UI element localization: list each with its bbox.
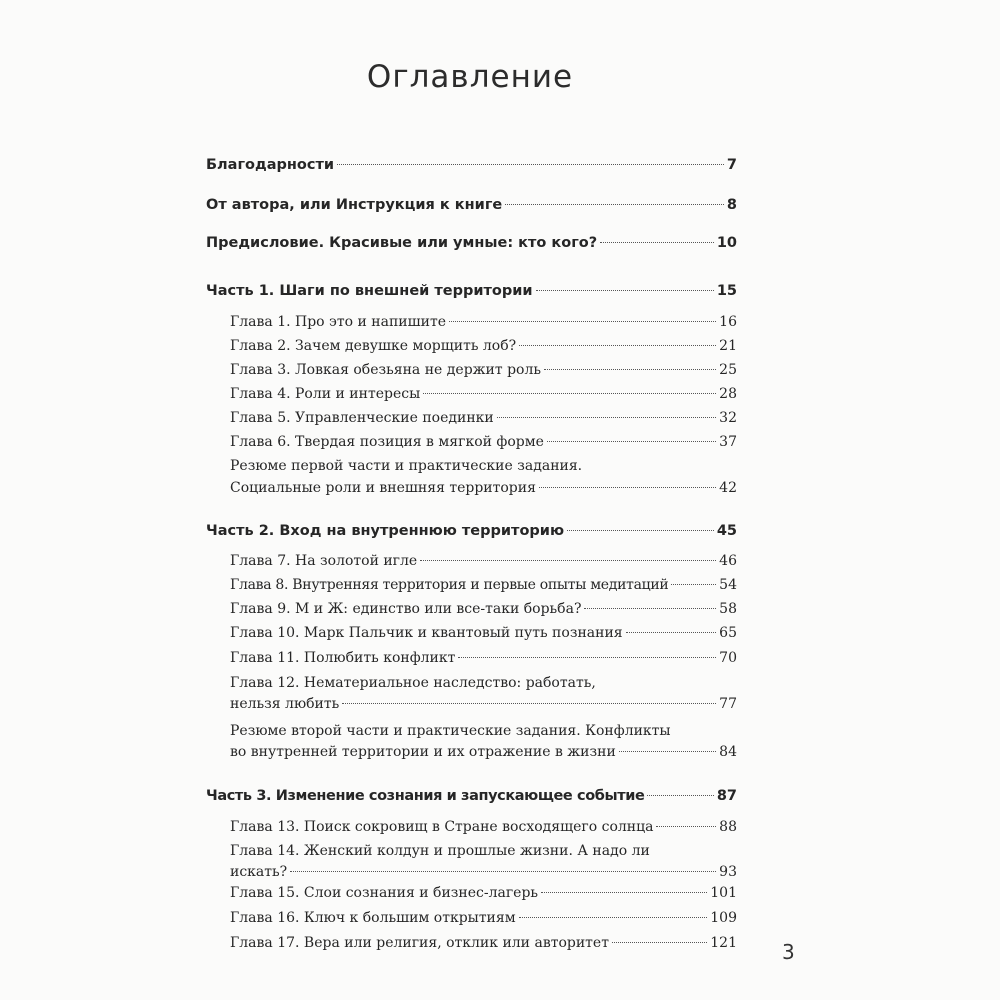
toc-entry-title: От автора, или Инструкция к книге xyxy=(206,197,503,213)
toc-entry-page: 121 xyxy=(710,935,737,951)
toc-entry-title: Глава 5. Управленческие поединки xyxy=(230,410,494,426)
leader-dots xyxy=(656,826,716,827)
toc-entry-page: 88 xyxy=(719,819,737,835)
leader-dots xyxy=(612,942,707,943)
toc-entry-page: 77 xyxy=(719,696,737,712)
leader-dots xyxy=(423,393,716,394)
toc-entry-title: Глава 13. Поиск сокровищ в Стране восходящего солнца xyxy=(230,819,654,835)
toc-entry-title-line-1: Глава 12. Нематериальное наследство: работать, xyxy=(230,675,596,691)
toc-entry-title: Глава 3. Ловкая обезьяна не держит роль xyxy=(230,362,541,378)
toc-entry-chapter-13[interactable] xyxy=(206,819,737,835)
toc-entry-chapter-4[interactable] xyxy=(206,386,737,402)
toc-entry-page: 45 xyxy=(716,523,737,539)
leader-dots xyxy=(497,417,716,418)
leader-dots xyxy=(337,164,724,165)
toc-entry-part-1[interactable] xyxy=(206,283,737,299)
toc-entry-chapter-8[interactable] xyxy=(206,577,737,593)
toc-entry-chapter-5[interactable] xyxy=(206,410,737,426)
toc-entry-summary-part-1[interactable] xyxy=(206,458,737,496)
toc-entry-title: нельзя любить xyxy=(230,696,340,712)
toc-entry-title: Глава 4. Роли и интересы xyxy=(230,386,421,402)
leader-dots xyxy=(458,657,716,658)
leader-dots xyxy=(544,369,716,370)
toc-entry-page: 15 xyxy=(716,283,737,299)
toc-entry-chapter-14[interactable] xyxy=(206,843,737,880)
toc-entry-page: 21 xyxy=(719,338,737,354)
toc-entry-page: 16 xyxy=(719,314,737,330)
leader-dots xyxy=(671,584,716,585)
toc-entry-title: Часть 2. Вход на внутреннюю территорию xyxy=(206,523,565,539)
leader-dots xyxy=(420,560,716,561)
toc-entry-title: Благодарности xyxy=(206,157,335,173)
toc-entry-chapter-7[interactable] xyxy=(206,553,737,569)
toc-entry-page: 37 xyxy=(719,434,737,450)
toc-entry-title: Глава 16. Ключ к большим открытиям xyxy=(230,910,516,926)
toc-entry-page: 70 xyxy=(719,650,737,666)
toc-entry-page: 58 xyxy=(719,601,737,617)
toc-entry-page: 93 xyxy=(719,864,737,880)
toc-entry-chapter-9[interactable] xyxy=(206,601,737,617)
leader-dots xyxy=(505,204,724,205)
toc-entry-title-line-1: Резюме второй части и практические задания. Конфликты xyxy=(230,723,671,739)
leader-dots xyxy=(619,751,716,752)
leader-dots xyxy=(449,321,716,322)
toc-entry-chapter-3[interactable] xyxy=(206,362,737,378)
leader-dots xyxy=(584,608,716,609)
toc-entry-title: Глава 17. Вера или религия, отклик или авторитет xyxy=(230,935,609,951)
toc-entry-title: Глава 11. Полюбить конфликт xyxy=(230,650,456,666)
leader-dots xyxy=(536,290,714,291)
leader-dots xyxy=(626,632,717,633)
toc-entry-page: 101 xyxy=(710,885,737,901)
toc-entry-page: 109 xyxy=(710,910,737,926)
toc-entry-part-2[interactable] xyxy=(206,523,737,539)
toc-entry-title: Глава 2. Зачем девушке морщить лоб? xyxy=(230,338,517,354)
toc-entry-preface[interactable] xyxy=(206,235,737,251)
toc-entry-acknowledgements[interactable] xyxy=(206,157,737,173)
toc-entry-title: Глава 15. Слои сознания и бизнес-лагерь xyxy=(230,885,539,901)
toc-entry-title: искать? xyxy=(230,864,288,880)
toc-entry-page: 87 xyxy=(716,788,737,804)
toc-entry-summary-part-2[interactable] xyxy=(206,723,737,760)
leader-dots xyxy=(600,242,714,243)
toc-entry-title: Глава 8. Внутренняя территория и первые опыты медитаций xyxy=(230,577,669,593)
leader-dots xyxy=(547,441,716,442)
toc-entry-page: 42 xyxy=(719,480,737,496)
toc-entry-title: Глава 7. На золотой игле xyxy=(230,553,418,569)
leader-dots xyxy=(541,892,707,893)
toc-entry-page: 7 xyxy=(726,157,737,173)
toc-entry-title: во внутренней территории и их отражение в жизни xyxy=(230,744,616,760)
leader-dots xyxy=(519,917,708,918)
toc-entry-title: Глава 10. Марк Пальчик и квантовый путь познания xyxy=(230,625,623,641)
toc-entry-title: Предисловие. Красивые или умные: кто кого? xyxy=(206,235,598,251)
leader-dots xyxy=(519,345,716,346)
toc-entry-title: Социальные роли и внешняя территория xyxy=(230,480,536,496)
leader-dots xyxy=(647,795,713,796)
toc-entry-page: 28 xyxy=(719,386,737,402)
toc-entry-page: 84 xyxy=(719,744,737,760)
toc-entry-title: Глава 6. Твердая позиция в мягкой форме xyxy=(230,434,544,450)
toc-entry-page: 32 xyxy=(719,410,737,426)
toc-entry-title-line-1: Резюме первой части и практические задания. xyxy=(230,458,583,474)
leader-dots xyxy=(342,703,716,704)
toc-entry-part-3[interactable] xyxy=(206,788,737,804)
leader-dots xyxy=(567,530,714,531)
toc-entry-page: 65 xyxy=(719,625,737,641)
toc-entry-from-author[interactable] xyxy=(206,197,737,213)
toc-entry-chapter-2[interactable] xyxy=(206,338,737,354)
leader-dots xyxy=(539,487,716,488)
toc-entry-chapter-12[interactable] xyxy=(206,675,737,712)
toc-entry-page: 10 xyxy=(716,235,737,251)
toc-entry-chapter-11[interactable] xyxy=(206,650,737,666)
toc-entry-title-line-1: Глава 14. Женский колдун и прошлые жизни. А надо ли xyxy=(230,843,650,859)
toc-entry-title: Часть 3. Изменение сознания и запускающее событие xyxy=(206,788,645,804)
toc-entry-page: 46 xyxy=(719,553,737,569)
toc-entry-page: 8 xyxy=(726,197,737,213)
toc-entry-chapter-10[interactable] xyxy=(206,625,737,641)
toc-entry-title: Глава 9. М и Ж: единство или все-таки борьба? xyxy=(230,601,582,617)
toc-entry-chapter-17[interactable] xyxy=(206,935,737,951)
toc-entry-chapter-16[interactable] xyxy=(206,910,737,926)
page-title: Оглавление xyxy=(366,58,574,95)
leader-dots xyxy=(290,871,716,872)
page-number: 3 xyxy=(782,940,795,964)
toc-entry-page: 54 xyxy=(719,577,737,593)
toc-entry-title: Глава 1. Про это и напишите xyxy=(230,314,447,330)
toc-entry-chapter-15[interactable] xyxy=(206,885,737,901)
toc-entry-chapter-6[interactable] xyxy=(206,434,737,450)
toc-entry-title: Часть 1. Шаги по внешней территории xyxy=(206,283,533,299)
toc-entry-page: 25 xyxy=(719,362,737,378)
toc-entry-chapter-1[interactable] xyxy=(206,314,737,330)
